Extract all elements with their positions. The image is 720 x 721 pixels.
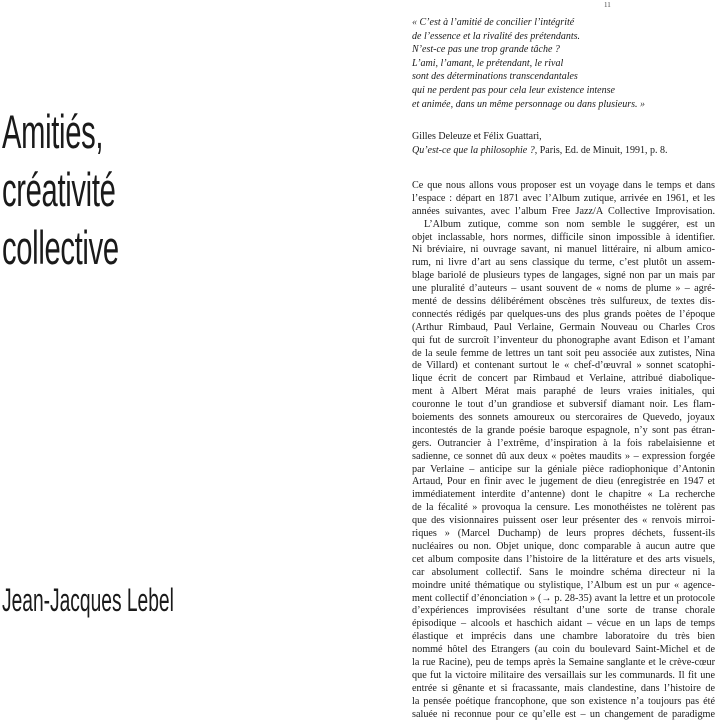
chapter-title-line: collective: [2, 221, 119, 274]
chapter-title-line: Amitiés,: [2, 105, 104, 158]
body-line: objet inclassable, hors normes, difficile sinon impossible à identifier.: [412, 231, 715, 243]
body-line: entrée si gênante et si fracassante, mais clandestine, dans l’histoire de: [412, 682, 715, 694]
body-line: années suivantes, avec l’album Free Jazz/A Collective Improvisation.: [412, 205, 715, 217]
body-line: ment collectif d’énonciation » (→ p. 28-35) avant la lettre et un protocole: [412, 592, 715, 604]
body-line: boiements des sonnets amoureux ou stercoraires de Quevedo, joyaux: [412, 412, 715, 424]
body-line: de Villard) et contenant surtout le « chef-d’œuvral » sonnet scatophi-: [412, 360, 715, 372]
body-line: par Verlaine – anticipe sur la géniale pièce radiophonique d’Antonin: [412, 463, 715, 475]
body-line: blage bariolé de plusieurs types de langages, signé non par un mais par: [412, 270, 715, 282]
page-number: 11: [604, 1, 611, 9]
body-line: Ce que nous allons vous proposer est un voyage dans le temps et dans: [412, 180, 715, 191]
citation-authors: Gilles Deleuze et Félix Guattari,: [412, 131, 542, 142]
body-line: rum, ni livre d’art au sens classique du terme, c’est plutôt un assem-: [412, 257, 715, 269]
body-line: la rue Racine), peu de temps après la Semaine sanglante et le crève-cœur: [412, 656, 715, 668]
body-line: car absolument collectif. Sans le moindre schéma directeur ni la: [412, 566, 715, 578]
epigraph-line: N’est-ce pas une trop grande tâche ?: [412, 44, 560, 56]
epigraph-line: L’ami, l’amant, le prétendant, le rival: [412, 57, 564, 69]
body-line: sadienne, ce sonnet dû aux deux « poètes maudits » – expression forgée: [412, 450, 715, 462]
body-line: élastique et imprécis dans une chambre laboratoire du très bien: [412, 631, 715, 643]
body-line: que des visionnaires puissent oser leur présenter des « renvois mirroi-: [412, 515, 715, 527]
body-line: gers. Outrancier à l’extrême, d’inspiration à la fois rabelaisienne et: [412, 437, 715, 449]
body-line: l’espace : départ en 1871 avec l’Album zutique, arrivée en 1961, et les: [412, 192, 715, 204]
epigraph-quote: [412, 16, 712, 111]
body-line: riques » (Marcel Duchamp) de leurs propres déchets, fussent-ils: [412, 528, 715, 540]
epigraph-line: « C’est à l’amitié de concilier l’intégrité: [412, 17, 575, 28]
epigraph-line: sont des déterminations transcendantales: [412, 71, 578, 83]
citation-publisher: , Paris, Ed. de Minuit, 1991, p. 8.: [534, 144, 668, 156]
body-line: incontestés de la grande poésie baroque espagnole, n’y sont pas étran-: [412, 424, 715, 436]
chapter-title-line: créativité: [2, 163, 116, 216]
body-line: cet album composite dans l’histoire de la littérature et des arts visuels,: [412, 553, 715, 565]
body-line: immédiatement interdite d’antenne) dont le chapitre « La recherche: [412, 489, 715, 501]
body-line: connectés rédigés par quelques-uns des plus grands poètes de l’époque: [412, 308, 715, 320]
body-line: de la seule femme de lettres un tant soit peu associée aux zutistes, Nina: [412, 347, 715, 359]
body-line: menté de dessins délibérément obscènes très sulfureux, de textes dis-: [412, 296, 715, 308]
body-line: (Arthur Rimbaud, Paul Verlaine, Germain Nouveau ou Charles Cros: [412, 321, 715, 333]
body-line: nucléaires ou non. Objet unique, donc comparable à aucun autre que: [412, 540, 715, 552]
citation-source: [412, 144, 712, 158]
body-line: L’Album zutique, comme son nom semble le suggérer, est un: [424, 218, 715, 230]
body-line: nommé hôtel des Etrangers (au coin du boulevard Saint-Michel et de: [412, 644, 715, 656]
citation-book-title: Qu’est-ce que la philosophie ?: [412, 144, 535, 156]
body-line: ment à Albert Mérat mais paraphé de leurs vraies initiales, qui: [412, 386, 715, 398]
body-line: d’expériences improvisées résultant d’une sorte de transe chorale: [412, 605, 715, 617]
body-line: Artaud, Pour en finir avec le jugement de dieu (enregistrée en 1947 et: [412, 476, 715, 488]
body-line: qui fut de surcroît l’inventeur du phonographe avant Edison et l’amant: [412, 334, 715, 346]
body-line: moindre unité thématique ou stylistique, l’Album est un pur « agence-: [412, 579, 715, 591]
body-line: couronne le tout d’un grandiose et subversif diamant noir. Les flam-: [412, 399, 715, 411]
epigraph-line: qui ne perdent pas pour cela leur existence intense: [412, 84, 615, 96]
body-text: [412, 180, 715, 720]
epigraph-line: et animée, dans un même personnage ou dans plusieurs. »: [412, 98, 646, 110]
epigraph-line: de l’essence et la rivalité des prétendants.: [412, 30, 581, 42]
body-line: de la fécalité » provoqua la censure. Les monothéistes ne tolèrent pas: [412, 502, 715, 514]
body-line: une pluralité d’auteurs – usant souvent de « noms de plume » – agré-: [412, 283, 715, 295]
body-line: la pensée poétique francophone, que son existence n’a toujours pas été: [412, 695, 715, 707]
chapter-title: [2, 103, 119, 277]
body-line: lique écrit de concert par Rimbaud et Verlaine, attribué diabolique-: [412, 373, 715, 385]
body-line: épisodique – alcools et haschich aidant – vécue en un laps de temps: [412, 618, 715, 630]
author-name: Jean-Jacques Lebel: [2, 582, 174, 618]
body-line: Ni bréviaire, ni ouvrage savant, ni manuel littéraire, ni album amico-: [412, 244, 715, 256]
body-line: saluée ni reconnue pour ce qu’elle est – un changement de paradigme: [412, 708, 715, 720]
body-line: que fut la victoire militaire des versaillais sur les communards. Il fit une: [412, 669, 715, 681]
epigraph-citation: [412, 130, 712, 157]
